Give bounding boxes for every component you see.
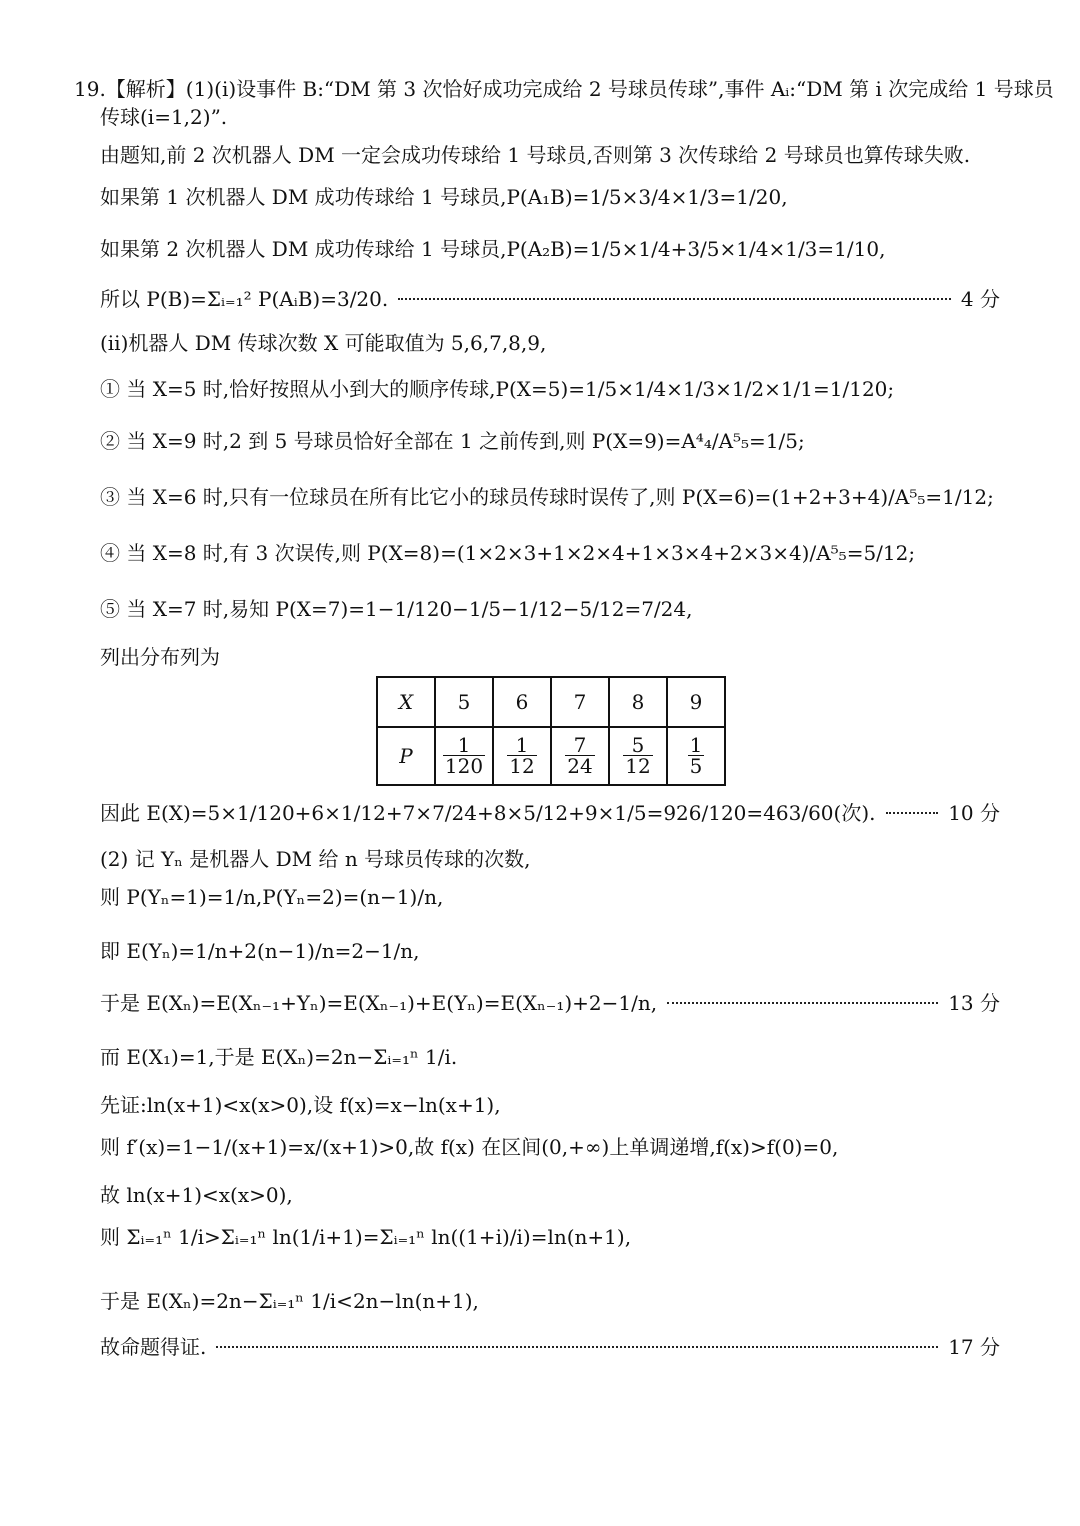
line-text: 如果第 1 次机器人 DM 成功传球给 1 号球员,P(A₁B)=1/5×3/4×1/3=1/20, [100, 185, 788, 209]
line-text: 19.【解析】(1)(ⅰ)设事件 B:“DM 第 3 次恰好成功完成给 2 号球员传球”,事件 Aᵢ:“DM 第 i 次完成给 1 号球员 [74, 77, 1054, 101]
line-text: 于是 E(Xₙ)=E(Xₙ₋₁+Yₙ)=E(Xₙ₋₁)+E(Yₙ)=E(Xₙ₋₁)+2−1/n, [100, 991, 658, 1015]
table-cell [435, 727, 493, 785]
line-text: 即 E(Yₙ)=1/n+2(n−1)/n=2−1/n, [100, 939, 420, 963]
solution-line [100, 428, 1000, 454]
dot-leader [398, 298, 951, 300]
fraction-denominator: 5 [689, 753, 703, 778]
table-cell [493, 727, 551, 785]
solution-line [100, 938, 1000, 964]
table-cell: 9 [667, 677, 725, 727]
line-text: 于是 E(Xₙ)=2n−Σᵢ₌₁ⁿ 1/i<2n−ln(n+1), [100, 1289, 479, 1313]
line-text: 列出分布列为 [100, 645, 220, 669]
table-row-p [377, 727, 725, 785]
solution-line [100, 800, 1000, 826]
line-text: ③ 当 X=6 时,只有一位球员在所有比它小的球员传球时误传了,则 P(X=6)=(1+2+3+4)/A⁵₅=1/12; [100, 485, 994, 509]
line-text: 先证:ln(x+1)<x(x>0),设 f(x)=x−ln(x+1), [100, 1093, 501, 1117]
fraction-numerator: 5 [623, 735, 652, 756]
fraction-numerator: 1 [689, 732, 703, 757]
line-text: 所以 P(B)=Σᵢ₌₁² P(AᵢB)=3/20. [100, 287, 389, 311]
solution-line [100, 142, 1000, 168]
score-label: 10 分 [948, 801, 1000, 825]
table-header-x: X [377, 677, 435, 727]
solution-line [100, 236, 1000, 262]
fraction-numerator: 1 [443, 735, 485, 756]
line-text: ① 当 X=5 时,恰好按照从小到大的顺序传球,P(X=5)=1/5×1/4×1/3×1/2×1/1=1/120; [100, 377, 895, 401]
line-text: 故命题得证. [100, 1335, 207, 1359]
solution-line [74, 76, 1054, 102]
table-cell: 7 [551, 677, 609, 727]
line-text: 则 Σᵢ₌₁ⁿ 1/i>Σᵢ₌₁ⁿ ln(1/i+1)=Σᵢ₌₁ⁿ ln((1+i)/i)=ln(n+1), [100, 1225, 632, 1249]
solution-line [100, 286, 1000, 312]
solution-line [100, 990, 1000, 1016]
line-text: 因此 E(X)=5×1/120+6×1/12+7×7/24+8×5/12+9×1/5=926/120=463/60(次). [100, 801, 876, 825]
solution-line [100, 1092, 1000, 1118]
dot-leader [667, 1002, 938, 1004]
table-cell [551, 727, 609, 785]
line-text: 则 P(Yₙ=1)=1/n,P(Yₙ=2)=(n−1)/n, [100, 885, 444, 909]
table-row-x [377, 677, 725, 727]
line-text: (ⅱ)机器人 DM 传球次数 X 可能取值为 5,6,7,8,9, [100, 331, 547, 355]
solution-line [100, 104, 1000, 130]
table-cell: 8 [609, 677, 667, 727]
score-label: 13 分 [948, 991, 1000, 1015]
fraction-denominator: 120 [444, 753, 484, 778]
line-text: 则 f′(x)=1−1/(x+1)=x/(x+1)>0,故 f(x) 在区间(0,+∞)上单调递增,f(x)>f(0)=0, [100, 1135, 839, 1159]
solution-line [100, 596, 1000, 622]
score-label: 17 分 [948, 1335, 1000, 1359]
table-cell [667, 727, 725, 785]
line-text: 而 E(X₁)=1,于是 E(Xₙ)=2n−Σᵢ₌₁ⁿ 1/i. [100, 1045, 458, 1069]
line-text: 由题知,前 2 次机器人 DM 一定会成功传球给 1 号球员,否则第 3 次传球给 2 号球员也算传球失败. [100, 143, 971, 167]
solution-line [100, 884, 1000, 910]
solution-line [100, 1044, 1000, 1070]
solution-line [100, 1334, 1000, 1360]
solution-line [100, 484, 1000, 510]
distribution-table [376, 676, 726, 786]
fraction-numerator: 1 [507, 735, 536, 756]
solution-line [100, 644, 1000, 670]
fraction-numerator: 7 [565, 735, 594, 756]
table-cell: 6 [493, 677, 551, 727]
table-cell [609, 727, 667, 785]
line-text: 故 ln(x+1)<x(x>0), [100, 1183, 293, 1207]
fraction-denominator: 12 [509, 753, 535, 778]
line-text: ④ 当 X=8 时,有 3 次误传,则 P(X=8)=(1×2×3+1×2×4+1×3×4+2×3×4)/A⁵₅=5/12; [100, 541, 916, 565]
solution-line [100, 540, 1000, 566]
solution-line [100, 184, 1000, 210]
dot-leader [216, 1346, 938, 1348]
solution-line [100, 330, 1000, 356]
fraction-denominator: 24 [567, 753, 593, 778]
line-text: 传球(i=1,2)”. [100, 105, 228, 129]
dot-leader [886, 812, 939, 814]
line-text: ⑤ 当 X=7 时,易知 P(X=7)=1−1/120−1/5−1/12−5/12=7/24, [100, 597, 693, 621]
table-header-p: P [377, 727, 435, 785]
fraction-denominator: 12 [625, 753, 651, 778]
solution-line [100, 846, 1000, 872]
solution-line [100, 1288, 1000, 1314]
score-label: 4 分 [960, 287, 1000, 311]
solution-line [100, 376, 1000, 402]
solution-line [100, 1224, 1000, 1250]
line-text: 如果第 2 次机器人 DM 成功传球给 1 号球员,P(A₂B)=1/5×1/4+3/5×1/4×1/3=1/10, [100, 237, 886, 261]
solution-line [100, 1134, 1000, 1160]
solution-line [100, 1182, 1000, 1208]
line-text: ② 当 X=9 时,2 到 5 号球员恰好全部在 1 之前传到,则 P(X=9)=A⁴₄/A⁵₅=1/5; [100, 429, 805, 453]
table-cell: 5 [435, 677, 493, 727]
line-text: (2) 记 Yₙ 是机器人 DM 给 n 号球员传球的次数, [100, 847, 531, 871]
